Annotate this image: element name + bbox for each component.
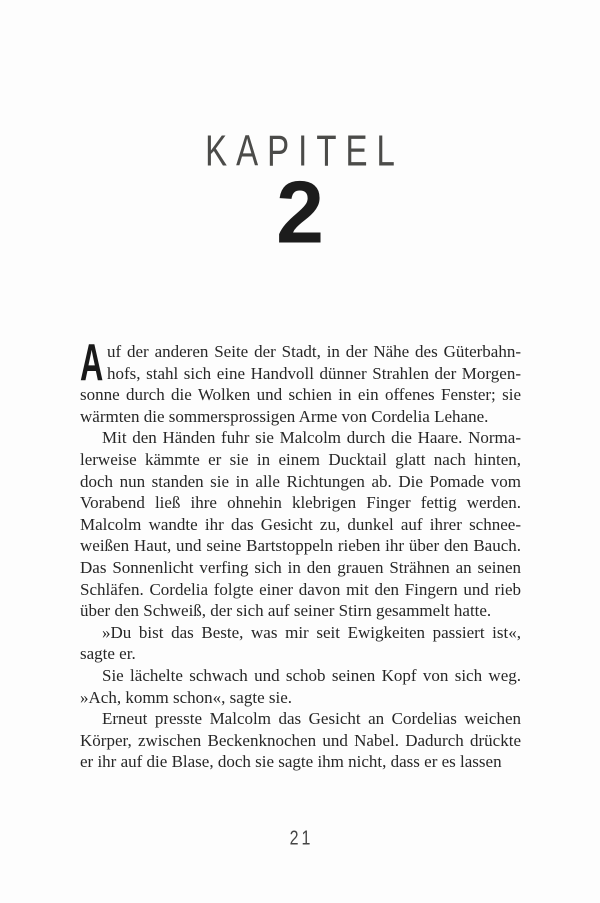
paragraph: Mit den Händen fuhr sie Malcolm durch die Haare. Normalerweise kämmte er sie in einem Ducktail glatt nach hinten, doch nun standen sie in alle Richtungen ab. Die Pomade vom Vorabend ließ ihre ohnehin klebrigen Finger fettig werden. Malcolm wandte ihr das Gesicht zu, dunkel auf ihrer schneeweißen Haut, und seine Bartstoppeln rieben ihr über den Bauch. Das Sonnenlicht verfing sich in den grauen Strähnen an seinen Schläfen. Cordelia folgte einer davon mit den Fingern und rieb über den Schweiß, der sich auf seiner Stirn gesammelt hatte. [80, 428, 521, 621]
paragraph: »Du bist das Beste, was mir seit Ewigkeiten passiert ist«, sagte er. [80, 622, 521, 664]
chapter-label: KAPITEL [205, 126, 404, 175]
paragraph [80, 334, 521, 427]
chapter-body [80, 334, 521, 773]
chapter-heading [0, 126, 600, 262]
paragraph-text: uf der anderen Seite der Stadt, in der Nähe des Güterbahnhofs, stahl sich eine Handvoll dünner Strahlen der Morgensonne durch die Wolken und schien in ein offenes Fenster; sie wärmten die sommersprossigen Arme von Cordelia Lehane. [80, 342, 521, 426]
page-number: 21 [289, 828, 314, 850]
dropcap-letter: A [80, 334, 104, 392]
paragraph: Sie lächelte schwach und schob seinen Kopf von sich weg. »Ach, komm schon«, sagte sie. [80, 665, 521, 707]
paragraph: Erneut presste Malcolm das Gesicht an Cordelias weichen Körper, zwischen Beckenknochen und Nabel. Dadurch drückte er ihr auf die Blase, doch sie sagte ihm nicht, dass er es lassen [80, 709, 521, 772]
chapter-number: 2 [276, 164, 324, 262]
